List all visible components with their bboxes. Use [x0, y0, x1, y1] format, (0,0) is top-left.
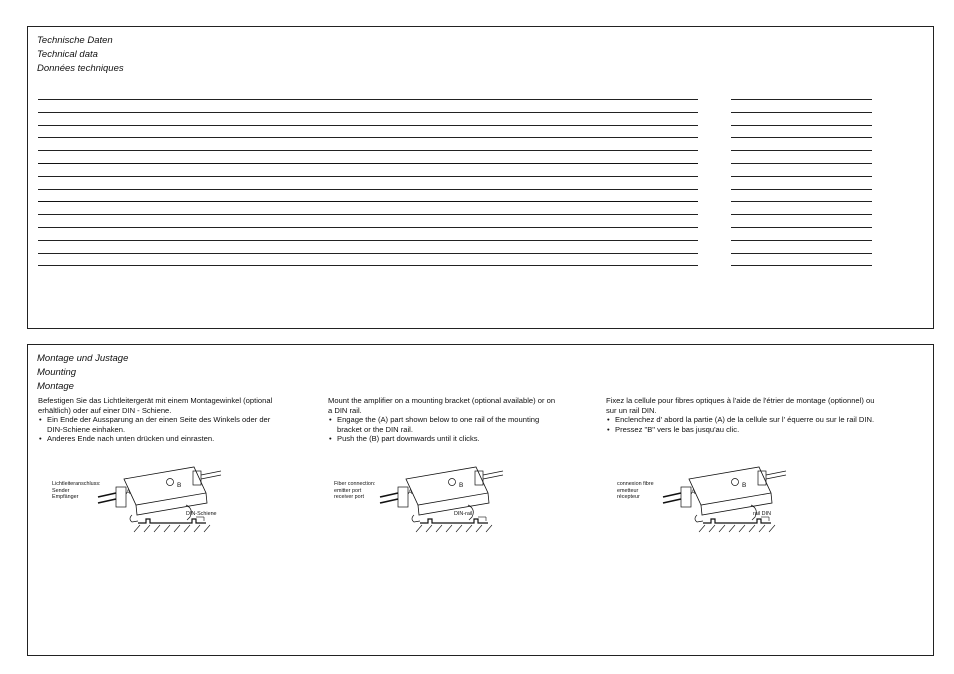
mounting-diagram-en — [328, 457, 528, 533]
spec-row-line — [38, 240, 698, 253]
drawing-stroke — [436, 525, 442, 532]
drawing-stroke — [164, 525, 170, 532]
drawing-stroke — [138, 519, 206, 523]
instructions-en — [328, 396, 558, 444]
spec-value-line — [731, 99, 872, 112]
intro-de: Befestigen Sie das Lichtleitergerät mit einem Montagewinkel (optional erhältlich) oder auf einer DIN - Schiene. — [38, 396, 273, 415]
spec-value-line — [731, 201, 872, 214]
drawing-stroke — [766, 471, 786, 475]
step2-de: • Anderes Ende nach unten drücken und einrasten. — [38, 434, 288, 444]
fiber-label-de: Lichtleiteranschluss: Sender Empfänger — [52, 481, 101, 501]
spec-value-line — [731, 265, 872, 278]
spec-row-line — [38, 253, 698, 266]
part-a-label: A — [691, 489, 696, 496]
step1-en: • Engage the (A) part shown below to one rail of the mounting bracket or the DIN rail. — [328, 415, 558, 434]
spec-row-line — [38, 163, 698, 176]
spec-row-line — [38, 137, 698, 150]
spec-row-line — [38, 125, 698, 138]
mount-title-en: Mounting — [37, 367, 77, 378]
step2-en: • Push the (B) part downwards until it clicks. — [328, 434, 558, 444]
drawing-stroke — [749, 525, 755, 532]
drawing-stroke — [124, 467, 206, 505]
drawing-stroke — [134, 525, 140, 532]
drawing-stroke — [204, 525, 210, 532]
spec-value-line — [731, 112, 872, 125]
drawing-stroke — [729, 525, 735, 532]
spec-value-line — [731, 240, 872, 253]
step1-fr: • Enclenchez d' abord la partie (A) de la cellule sur l' équerre ou sur le rail DIN. — [606, 415, 876, 425]
drawing-stroke — [194, 525, 200, 532]
mounting-diagram-fr — [611, 457, 811, 533]
instructions-de — [38, 396, 288, 444]
drawing-stroke — [130, 515, 138, 522]
drawing-stroke — [486, 525, 492, 532]
spec-row-line — [38, 189, 698, 202]
drawing-stroke — [709, 525, 715, 532]
mounting-diagram-de — [46, 457, 246, 533]
mounting-panel — [27, 344, 934, 656]
title-en: Technical data — [37, 49, 98, 60]
spec-row-line — [38, 227, 698, 240]
drawing-stroke — [412, 515, 420, 522]
step1-de: • Ein Ende der Aussparung an der einen Seite des Winkels oder der DIN-Schiene einhaken. — [38, 415, 288, 434]
drawing-stroke — [695, 515, 703, 522]
technical-data-panel — [27, 26, 934, 329]
spec-row-line — [38, 176, 698, 189]
instructions-fr — [606, 396, 876, 434]
spec-rows-right — [731, 99, 872, 278]
drawing-stroke — [116, 487, 126, 507]
title-de: Technische Daten — [37, 35, 113, 46]
drawing-stroke — [98, 493, 116, 497]
part-b-label: B — [742, 482, 747, 489]
drawing-stroke — [769, 525, 775, 532]
intro-fr: Fixez la cellule pour fibres optiques à l'aide de l'étrier de montage (optionnel) ou sur un rail DIN. — [606, 396, 875, 415]
drawing-stroke — [184, 525, 190, 532]
fiber-label-en: Fiber connection: emitter port receiver port — [334, 481, 376, 501]
spec-rows-left — [38, 99, 698, 278]
mount-title-de: Montage und Justage — [37, 353, 129, 364]
spec-value-line — [731, 189, 872, 202]
drawing-stroke — [689, 467, 771, 505]
drawing-stroke — [201, 471, 221, 475]
spec-row-line — [38, 265, 698, 278]
intro-en: Mount the amplifier on a mounting bracket (optional available) or on a DIN rail. — [328, 396, 556, 415]
step2-fr: • Pressez "B" vers le bas jusqu'au clic. — [606, 425, 876, 435]
drawing-stroke — [766, 475, 786, 479]
drawing-stroke — [681, 487, 691, 507]
drawing-stroke — [476, 525, 482, 532]
mounting-titles — [37, 352, 128, 394]
fiber-label-fr: connexion fibre emetteur récepteur — [617, 481, 654, 501]
drawing-stroke — [466, 525, 472, 532]
drawing-stroke — [406, 467, 488, 505]
drawing-stroke — [380, 499, 398, 503]
spec-value-line — [731, 214, 872, 227]
title-fr: Données techniques — [37, 63, 124, 74]
rail-label-de: DIN-Schiene — [186, 511, 217, 517]
drawing-stroke — [663, 499, 681, 503]
drawing-stroke — [154, 525, 160, 532]
drawing-stroke — [98, 499, 116, 503]
mount-title-fr: Montage — [37, 381, 74, 392]
drawing-stroke — [483, 475, 503, 479]
drawing-stroke — [483, 471, 503, 475]
spec-row-line — [38, 201, 698, 214]
spec-value-line — [731, 227, 872, 240]
rail-label-fr: rail DIN — [753, 511, 771, 517]
drawing-stroke — [398, 487, 408, 507]
drawing-stroke — [174, 525, 180, 532]
spec-value-line — [731, 253, 872, 266]
spec-value-line — [731, 125, 872, 138]
part-a-label: A — [408, 489, 413, 496]
drawing-stroke — [449, 479, 456, 486]
spec-row-line — [38, 112, 698, 125]
technical-data-titles — [37, 34, 124, 76]
drawing-stroke — [703, 519, 771, 523]
spec-row-line — [38, 99, 698, 112]
spec-value-line — [731, 176, 872, 189]
drawing-stroke — [167, 479, 174, 486]
drawing-stroke — [144, 525, 150, 532]
drawing-stroke — [663, 493, 681, 497]
spec-value-line — [731, 150, 872, 163]
drawing-stroke — [699, 525, 705, 532]
drawing-stroke — [739, 525, 745, 532]
part-a-label: A — [126, 489, 131, 496]
drawing-stroke — [380, 493, 398, 497]
drawing-stroke — [420, 519, 488, 523]
part-b-label: B — [459, 482, 464, 489]
spec-value-line — [731, 163, 872, 176]
spec-value-line — [731, 137, 872, 150]
drawing-stroke — [719, 525, 725, 532]
drawing-stroke — [732, 479, 739, 486]
part-b-label: B — [177, 482, 182, 489]
drawing-stroke — [416, 525, 422, 532]
drawing-stroke — [426, 525, 432, 532]
rail-label-en: DIN-rail — [454, 511, 473, 517]
spec-row-line — [38, 150, 698, 163]
drawing-stroke — [201, 475, 221, 479]
drawing-stroke — [759, 525, 765, 532]
spec-row-line — [38, 214, 698, 227]
drawing-stroke — [456, 525, 462, 532]
drawing-stroke — [446, 525, 452, 532]
